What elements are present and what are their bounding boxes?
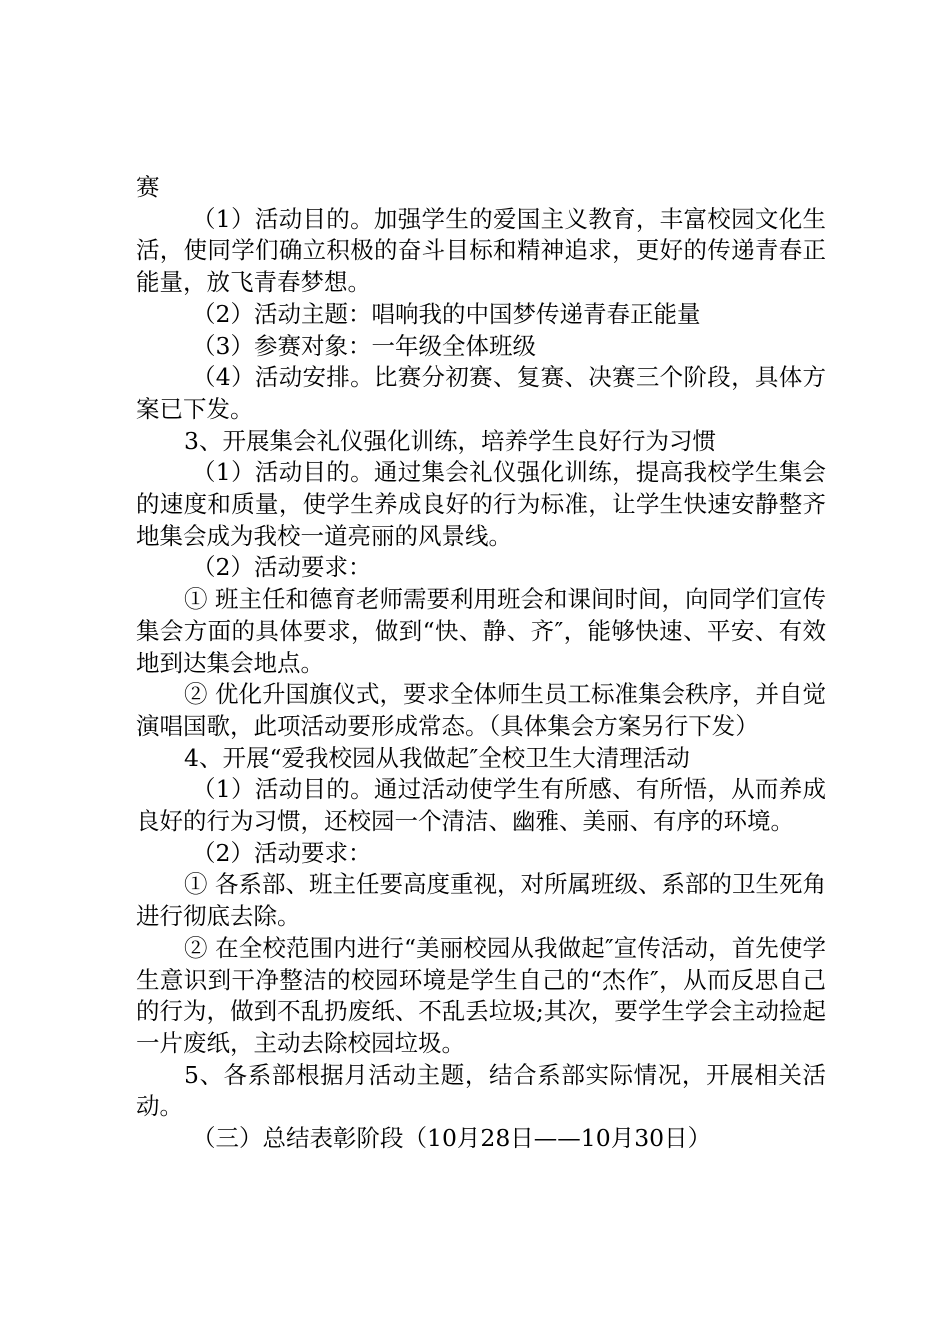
paragraph-cleanup-requirements-title: （2）活动要求： bbox=[192, 838, 372, 867]
paragraph-cleanup-requirement-1: ① 各系部、班主任要高度重视，对所属班级、系部的卫生死角进行彻底去除。 bbox=[136, 870, 826, 931]
heading-summary-stage: （三）总结表彰阶段（10月28日——10月30日） bbox=[192, 1124, 712, 1153]
paragraph-cleanup-purpose: （1）活动目的。通过活动使学生有所感、有所悟，从而养成良好的行为习惯，还校园一个清洁、幽雅、美丽、有序的环境。 bbox=[136, 775, 826, 836]
heading-item-3: 3、开展集会礼仪强化训练，培养学生良好行为习惯 bbox=[184, 426, 716, 455]
paragraph-assembly-requirement-2: ② 优化升国旗仪式，要求全体师生员工标准集会秩序，并自觉演唱国歌，此项活动要形成常态。（具体集会方案另行下发） bbox=[136, 680, 826, 740]
document-body bbox=[136, 172, 826, 1155]
paragraph-activity-theme: （2）活动主题：唱响我的中国梦传递青春正能量 bbox=[192, 299, 701, 328]
paragraph-assembly-requirement-1: ① 班主任和德育老师需要利用班会和课间时间，向同学们宣传集会方面的具体要求，做到“快、静、齐″，能够快速、平安、有效地到达集会地点。 bbox=[136, 585, 826, 677]
paragraph-cleanup-requirement-2: ② 在全校范围内进行“美丽校园从我做起″宣传活动，首先使学生意识到干净整洁的校园环境是学生自己的“杰作″，从而反思自己的行为，做到不乱扔废纸、不乱丢垃圾;其次，要学生学会主动捡起一片废纸，主动去除校园垃圾。 bbox=[136, 933, 826, 1057]
paragraph-activity-purpose: （1）活动目的。加强学生的爱国主义教育，丰富校园文化生活，使同学们确立积极的奋斗目标和精神追求，更好的传递青春正能量，放飞青春梦想。 bbox=[136, 204, 826, 297]
paragraph-activity-schedule: （4）活动安排。比赛分初赛、复赛、决赛三个阶段，具体方案已下发。 bbox=[136, 363, 826, 423]
paragraph-assembly-requirements-title: （2）活动要求： bbox=[192, 553, 372, 582]
paragraph-continuation: 赛 bbox=[136, 173, 160, 201]
heading-item-5: 5、各系部根据月活动主题，结合系部实际情况，开展相关活动。 bbox=[136, 1060, 826, 1121]
paragraph-assembly-purpose: （1）活动目的。通过集会礼仪强化训练，提高我校学生集会的速度和质量，使学生养成良好的行为标准，让学生快速安静整齐地集会成为我校一道亮丽的风景线。 bbox=[136, 458, 826, 550]
heading-item-4: 4、开展“爱我校园从我做起″全校卫生大清理活动 bbox=[184, 743, 690, 772]
paragraph-participants: （3）参赛对象：一年级全体班级 bbox=[192, 331, 536, 360]
